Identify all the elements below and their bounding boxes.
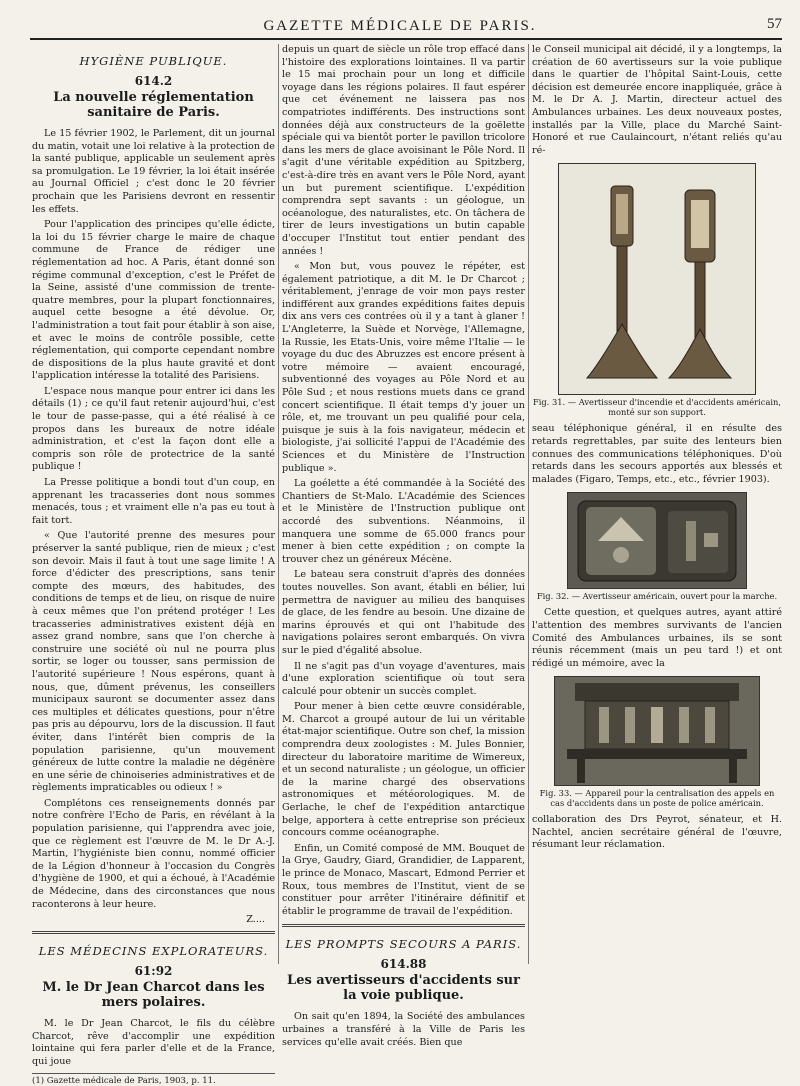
paragraph: « Que l'autorité prenne des mesures pour préserver la santé publique, rien de mieux ; c'est son devoir. Mais il faut à tout une sage limite ! A force d'édicter des prescriptions, sans tenir compte des mœurs, des habitudes, des conditions de temps et de lieu, on risque de nuire à ceux mêmes que l'on prétend protéger ! Les tracasseries administratives existent déjà en assez grand nombre, sans que l'on cherche à construire une société où nul ne pourra plus sortir, se loger ou tousser, sans permission de l'autorité supérieure ! Nous espérons, quant à nous, que, dûment prévenus, les conseillers municipaux sauront se documenter assez dans ces multiples et délicates questions, pour n'être pas pris au dépourvu, lors de la discussion. Il faut éviter, dans l'intérêt bien compris de la population parisienne, qu'un mouvement généreux de lutte contre la maladie ne dégénère en une série de chinoiseries administratives et de règlements impraticables ou odieux ! » <box>32 530 275 794</box>
paragraph: Il ne s'agit pas d'un voyage d'aventures, mais d'une exploration scientifique où tout sera calculé pour obtenir un succès complet. <box>282 660 525 697</box>
paragraph: Pour mener à bien cette œuvre considérable, M. Charcot a groupé autour de lui un véritable état-major scientifique. Outre son chef, la mission comprendra deux zoologistes : M. Jules Bonnier, directeur du laboratoire maritime de Wimereux, et un second naturaliste ; un géologue, un officier de la marine chargé des observations astronomiques et météorologiques. M. de Gerlache, le chef de l'expédition antarctique belge, apportera à cette entreprise son précieux concours comme océanographe. <box>282 701 525 839</box>
fire-alarm-posts-illustration <box>559 164 755 394</box>
column-3 <box>532 44 782 1009</box>
header-rule <box>30 38 782 40</box>
paragraph: Complétons ces renseignements donnés par notre confrère l'Echo de Paris, en révélant à la population parisienne, qui l'apprendra avec joie, que ce règlement est l'œuvre de M. le Dr A.-J. Martin, l'hygiéniste bien connu, nommé officier de la Légion d'honneur à l'occasion du Congrès d'hygiène de 1900, et qui a échoué, à l'Académie de Médecine, dans des circonstances que nous raconterons à leur heure. <box>32 797 275 910</box>
figure-caption: Fig. 32. — Avertisseur américain, ouvert pour la marche. <box>536 591 778 602</box>
figure-32-image <box>567 492 747 589</box>
paragraph: La Presse politique a bondi tout d'un coup, en apprenant les tracasseries dont nous sommes menacés, tous ; et vraiment elle n'a pas eu tout à fait tort. <box>32 477 275 526</box>
article-number: 614.88 <box>380 957 427 972</box>
paragraph: M. le Dr Jean Charcot, le fils du célèbre Charcot, rêve d'accomplir une expédition lointaine qui fera parler d'elle et de la France, qui joue <box>32 1018 275 1067</box>
police-call-apparatus-illustration <box>555 677 759 785</box>
section-title: HYGIÈNE PUBLIQUE. <box>79 54 228 68</box>
figure-caption: Fig. 33. — Appareil pour la centralisation des appels en cas d'accidents dans un poste de police américain. <box>539 788 775 809</box>
section-rule <box>32 931 275 934</box>
paragraph: Le bateau sera construit d'après des données toutes nouvelles. Son avant, établi en bélier, lui permettra de naviguer au milieu des banquises de glace, de les fendre au besoin. Une dizaine de marins éprouvés et qui ont l'habitude des navigations polaires seront embarqués. On vivra sur le pied d'égalité absolue. <box>282 569 525 656</box>
paragraph: L'espace nous manque pour entrer ici dans les détails (1) ; ce qu'il faut retenir aujourd'hui, c'est le tour de passe-passe, qui a été réalisé à ce propos dans les bureaux de notre idéale administration, et c'est la façon dont elle a compris son rôle de protectrice de la santé publique ! <box>32 385 275 473</box>
journal-title: GAZETTE MÉDICALE DE PARIS. <box>263 18 537 34</box>
article-heading: La nouvelle réglementation sanitaire de Paris. <box>53 90 254 120</box>
paragraph: Le 15 février 1902, le Parlement, dit un journal du matin, votait une loi relative à la protection de la santé publique, applicable un seulement après sa promulgation. Le 19 février, la loi était insérée au Journal Officiel ; c'est donc le 20 février prochain que les Parisiens devront en ressentir les effets. <box>32 128 275 215</box>
paragraph: collaboration des Drs Peyrot, sénateur, et H. Nachtel, ancien secrétaire général de l'œuvre, résumant leur réclamation. <box>532 814 782 851</box>
article-number: 61:92 <box>134 964 173 979</box>
section-rule <box>282 924 525 927</box>
section-title: LES MÉDECINS EXPLORATEURS. <box>38 944 269 959</box>
signature: Z.... <box>246 914 265 926</box>
paragraph: depuis un quart de siècle un rôle trop effacé dans l'histoire des explorations lointaines. Il va partir le 15 mai prochain pour un long et difficile voyage dans les régions polaires. Il faut espérer que cet événement ne laissera pas nos compatriotes indifférents. Des instructions sont données déjà aux constructeurs de la goëlette spéciale qui va bientôt porter le pavillon tricolore dans les mers de glace avoisinant le Pôle Nord. Il s'agit d'une véritable expédition au Spitzberg, c'est-à-dire très en avant vers le Pôle Nord, ayant un but purement scientifique. L'expédition comprendra sept savants : un géologue, un océanologue, des naturalistes, etc. On tâchera de tirer de leurs investigations un butin capable d'occuper l'Institut tout entier pendant des années ! <box>282 44 525 257</box>
figure-caption: Fig. 31. — Avertisseur d'incendie et d'accidents américain, monté sur son support. <box>532 397 782 418</box>
article-heading: M. le Dr Jean Charcot dans les mers polaires. <box>42 980 265 1011</box>
article-number: 614.2 <box>134 74 173 88</box>
column-1 <box>32 44 275 1086</box>
paragraph: On sait qu'en 1894, la Société des ambulances urbaines a transféré à la Ville de Paris les services qu'elle avait créés. Bien que <box>282 1011 525 1048</box>
paragraph: Enfin, un Comité composé de MM. Bouquet de la Grye, Gaudry, Giard, Grandidier, de Lapparent, le prince de Monaco, Mascart, Edmond Perrier et Roux, tous membres de l'Institut, vient de se constituer pour arrêter l'itinéraire définitif et établir le programme de travail de l'expédition. <box>282 842 525 917</box>
paragraph: Pour l'application des principes qu'elle édicte, la loi du 15 février charge le maire de chaque commune de France de rédiger une réglementation ad hoc. A Paris, étant donné son régime communal d'exception, c'est le Préfet de la Seine, assisté d'une commission de trente-quatre membres, pour la plupart fonctionnaires, auquel cette besogne a été dévolue. Or, l'administration a tout fait pour établir à son aise, et avec le moins de contrôle possible, cette réglementation, qui comporte cependant nombre de dispositions de la plus haute gravité et dont l'application intéresse la totalité des Parisiens. <box>32 219 275 382</box>
paragraph: « Mon but, vous pouvez le répéter, est également patriotique, a dit M. le Dr Charcot ; véritablement, j'enrage de voir mon pays rester indifférent aux grandes expéditions faites depuis dix ans vers ces contrées où il y a tant à glaner ! L'Angleterre, la Suède et Norvège, l'Allemagne, la Russie, les Etats-Unis, voire même l'Italie — le voyage du duc des Abruzzes est encore présent à votre mémoire — avaient encouragé, subventionné des voyages au Pôle Nord et au Pôle Sud ; et nous restions muets dans ce grand concert scientifique. Il était temps d'y jouer un rôle, et, me trouvant un peu qualifié pour cela, puisque je suis à la fois navigateur, médecin et biologiste, j'ai sollicité l'appui de l'Académie des Sciences et du Ministère de l'Instruction publique ». <box>282 261 525 474</box>
paragraph: Cette question, et quelques autres, ayant attiré l'attention des membres survivants de l'ancien Comité des Ambulances urbaines, ils se sont réunis récemment (mais un peu tard !) et ont rédigé un mémoire, avec la <box>532 607 782 669</box>
paragraph: seau téléphonique général, il en résulte des retards regrettables, par suite des lenteurs bien connues des communications téléphoniques. D'où retards dans les secours apportés aux blessés et malades (Figaro, Temps, etc., etc., février 1903). <box>532 423 782 485</box>
column-divider <box>528 44 529 964</box>
open-alarm-box-illustration <box>568 493 746 588</box>
section-title: LES PROMPTS SECOURS A PARIS. <box>285 937 522 952</box>
paragraph: La goélette a été commandée à la Société des Chantiers de St-Malo. L'Académie des Sciences et le Ministère de l'Instruction publique ont accordé des subventions. Néanmoins, il manquera une somme de 65.000 francs pour mener à bien cette expédition ; on compte la trouver chez un généreux Mécène. <box>282 478 525 565</box>
figure-33-image <box>554 676 760 786</box>
footnote: (1) Gazette médicale de Paris, 1903, p. 11. <box>32 1073 275 1086</box>
article-heading: Les avertisseurs d'accidents sur la voie publique. <box>287 973 520 1004</box>
page-number: 57 <box>767 16 782 32</box>
paragraph: le Conseil municipal ait décidé, il y a longtemps, la création de 60 avertisseurs sur la voie publique dans le quartier de l'hôpital Saint-Louis, cette décision est demeurée encore inappliquée, grâce à M. le Dr A. J. Martin, directeur actuel des Ambulances urbaines. Les deux nouveaux postes, installés par la Ville, place du Marché Saint-Honoré et rue Caulaincourt, n'étant reliés qu'au ré- <box>532 44 782 156</box>
column-2 <box>282 44 525 1048</box>
column-divider <box>278 44 279 964</box>
figure-31-image <box>558 163 756 395</box>
